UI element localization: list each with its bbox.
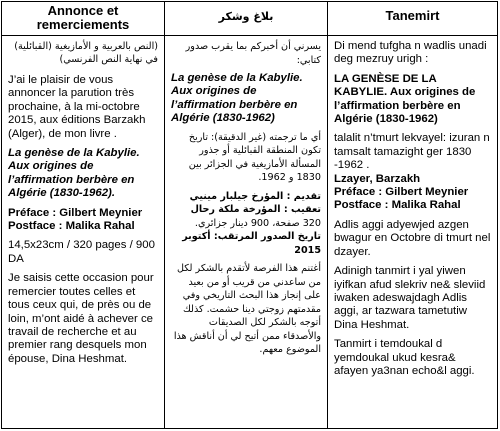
kabyle-column-body bbox=[328, 36, 497, 384]
kabyle-thanks-2: Tanmirt i temdoukal d yemdoukal ukud kesra& afayen ya3nan echo&l aggi. bbox=[334, 338, 475, 377]
french-header-text: Annonce et remerciements bbox=[36, 3, 130, 32]
french-column bbox=[2, 2, 165, 428]
kabyle-preface: Préface : Gilbert Meynier bbox=[334, 186, 469, 199]
french-postface: Postface : Malika Rahal bbox=[8, 220, 135, 233]
french-preface: Préface : Gilbert Meynier bbox=[8, 206, 143, 219]
kabyle-column-header bbox=[328, 2, 497, 36]
kabyle-publisher: Lzayer, Barzakh bbox=[334, 172, 421, 185]
arabic-translation: أي ما ترجمته (غير الدقيقة): تاريخ تكون المنطقة القبائلية أو جذور المسألة الأمازيغية في الجزائر بين 1830 و 1962. bbox=[188, 131, 321, 184]
arabic-column-header bbox=[165, 2, 327, 36]
french-column-header bbox=[2, 2, 164, 36]
french-details: 14,5x23cm / 320 pages / 900 DA bbox=[8, 239, 155, 265]
kabyle-header-text: Tanemirt bbox=[385, 8, 440, 23]
french-intro: J’ai le plaisir de vous annoncer la parution très prochaine, à la mi-octobre 2015, aux éditions Barzakh (Alger), de mon livre . bbox=[8, 74, 146, 140]
kabyle-postface: Postface : Malika Rahal bbox=[334, 199, 461, 212]
french-subtitle: (النص بالعربية و الأمازيغية (القبائلية) في نهاية النص الفرنسي) bbox=[14, 41, 158, 65]
french-thanks: Je saisis cette occasion pour remercier toutes celles et tous ceux qui, de près ou de loin, m’ont aidé à achever ce travail de recherche et au premier rang desquels mon épouse, Dina Heshmat. bbox=[8, 272, 154, 365]
announcement-table bbox=[1, 1, 498, 429]
kabyle-column bbox=[328, 2, 497, 428]
kabyle-book-title: LA GENÈSE DE LA KABYLIE. Aux origines de l’affirmation berbère en Algérie (1830-1962) bbox=[334, 72, 476, 126]
french-column-body bbox=[2, 36, 164, 372]
arabic-column-body bbox=[165, 36, 327, 362]
kabyle-details: talalit n’tmurt lekvayel: izuran n tamsalt tamazight ger 1830 -1962 . bbox=[334, 132, 490, 172]
kabyle-intro: Di mend tufgha n wadlis unadi deg mezruy urigh : bbox=[334, 40, 487, 66]
arabic-preface: تقديم : المؤرخ جيلبار مينيي bbox=[189, 190, 321, 202]
arabic-date: تاريخ الصدور المرتقب: أكتوبر 2015 bbox=[182, 231, 321, 256]
arabic-details: 320 صفحة، 900 دينار جزائري. bbox=[194, 217, 321, 229]
arabic-book-title: La genèse de la Kabylie. Aux origines de l’affirmation berbère en Algérie (1830-1962) bbox=[171, 72, 303, 125]
kabyle-date: Adlis aggi adyewjed azgen bwagur en Octobre di tmurt nel dzayer. bbox=[334, 218, 491, 258]
arabic-postface: تعقيب : المؤرخة ملكة رحال bbox=[190, 204, 321, 216]
arabic-intro: يسرني أن أخبركم بما يقرب صدور كتابي: bbox=[185, 41, 321, 66]
french-book-title: La genèse de la Kabylie. Aux origines de l’affirmation berbère en Algérie (1830-1962). bbox=[8, 147, 140, 200]
arabic-column bbox=[165, 2, 328, 428]
arabic-header-text: بلاغ وشكر bbox=[218, 10, 274, 23]
arabic-thanks: أغتنم هذا الفرصة لأتقدم بالشكر لكل من ساعدني من قريب أو من بعيد على إنجاز هذا البحث التاريخي وفي مقدمتهم زوجتي دينا حشمت. كذلك أتوجه بالشكر لكل الصديقات والأصدقاء ممن أتيح لي أن أناقش هذا الموضوع معهم. bbox=[173, 263, 321, 356]
kabyle-thanks-1: Adinigh tanmirt i yal yiwen iyifkan afud slekriv ne& sleviid iwaken adeswajdagh Adlis aggi, ar tazwara tametutiw Dina Heshmat. bbox=[334, 265, 486, 331]
